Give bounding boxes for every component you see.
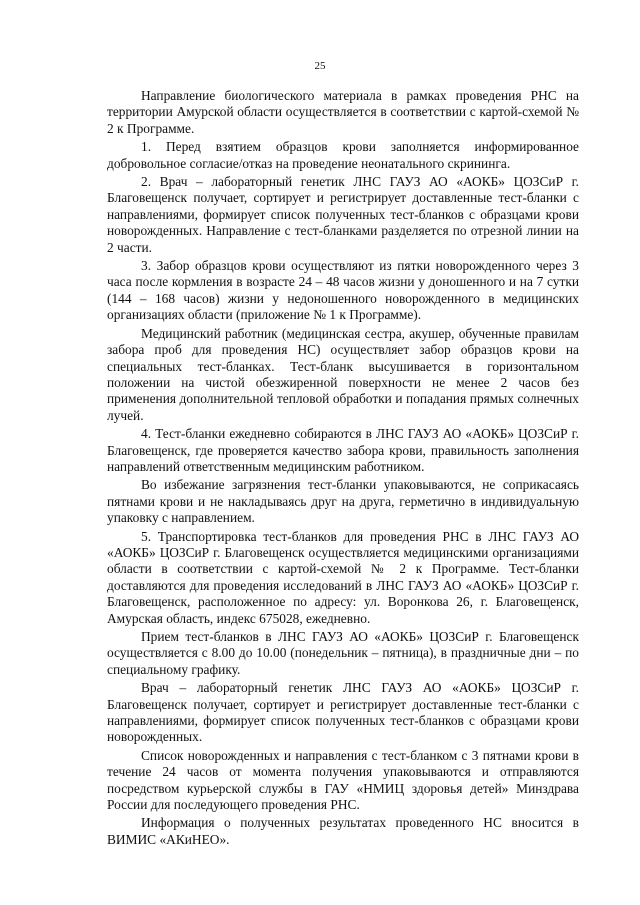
paragraph-packaging: Во избежание загрязнения тест-бланки упаковываются, не соприкасаясь пятнами крови и не накладываясь друг на друга, герметично в индивидуальную упаковку с направлением.	[107, 477, 579, 526]
paragraph-biomaterial-routing: Направление биологического материала в рамках проведения РНС на территории Амурской области осуществляется в соответствии с картой-схемой № 2 к Программе.	[107, 88, 579, 136]
document-body	[107, 88, 579, 850]
paragraph-step-4-collection: 4. Тест-бланки ежедневно собираются в ЛНС ГАУЗ АО «АОКБ» ЦОЗСиР г. Благовещенск, где проверяется качество забора крови, правильность заполнения направлений ответственным медицинским работником.	[107, 426, 579, 474]
paragraph-medical-worker: Медицинский работник (медицинская сестра, акушер, обученные правилам забора проб для проведения НС) осуществляет забор образцов крови на специальных тест-бланках. Тест-бланк высушивается в горизонтальном положении на чистой обезжиренной поверхности не менее 2 часов без применения дополнительной тепловой обработки и попадания прямых солнечных лучей.	[107, 325, 579, 423]
paragraph-step-5-transport: 5. Транспортировка тест-бланков для проведения РНС в ЛНС ГАУЗ АО «АОКБ» ЦОЗСиР г. Благовещенск осуществляется медицинскими организациями области в соответствии с картой-схемой № 2 к Программе. Тест-бланки доставляются для проведения исследований в ЛНС ГАУЗ АО «АОКБ» ЦОЗСиР г. Благовещенск, расположенное по адресу: ул. Воронкова 26, г. Благовещенск, Амурская область, индекс 675028, ежедневно.	[107, 528, 579, 626]
paragraph-geneticist-registration: Врач – лабораторный генетик ЛНС ГАУЗ АО «АОКБ» ЦОЗСиР г. Благовещенск получает, сортирует и регистрирует доставленные тест-бланки с направлениями, формирует список полученных тест-бланков с образцами крови новорожденных.	[107, 680, 579, 745]
paragraph-reception-hours: Прием тест-бланков в ЛНС ГАУЗ АО «АОКБ» ЦОЗСиР г. Благовещенск осуществляется с 8.00 до 10.00 (понедельник – пятница), в праздничные дни – по специальному графику.	[107, 629, 579, 677]
paragraph-step-3-blood-sampling: 3. Забор образцов крови осуществляют из пятки новорожденного через 3 часа после кормления в возрасте 24 – 48 часов жизни у доношенного и на 7 сутки (144 – 168 часов) жизни у недоношенного новорожденного в медицинских организациях области (приложение № 1 к Программе).	[107, 258, 579, 323]
paragraph-vimis-results: Информация о полученных результатах проведенного НС вносится в ВИМИС «АКиНЕО».	[107, 815, 579, 847]
paragraph-courier-dispatch: Список новорожденных и направления с тест-бланком с 3 пятнами крови в течение 24 часов от момента получения упаковываются и отправляются посредством курьерской службы в ГАУ «НМИЦ здоровья детей» Минздрава России для последующего проведения РНС.	[107, 747, 579, 813]
paragraph-step-2-geneticist: 2. Врач – лабораторный генетик ЛНС ГАУЗ АО «АОКБ» ЦОЗСиР г. Благовещенск получает, сортирует и регистрирует доставленные тест-бланки с направлениями, формирует список полученных тест-бланков с образцами крови новорожденных. Направление с тест-бланками разделяется по отрезной линии на 2 части.	[107, 174, 579, 255]
paragraph-step-1-consent: 1. Перед взятием образцов крови заполняется информированное добровольное согласие/отказ на проведение неонатального скрининга.	[107, 139, 579, 171]
page-number: 25	[314, 60, 326, 72]
